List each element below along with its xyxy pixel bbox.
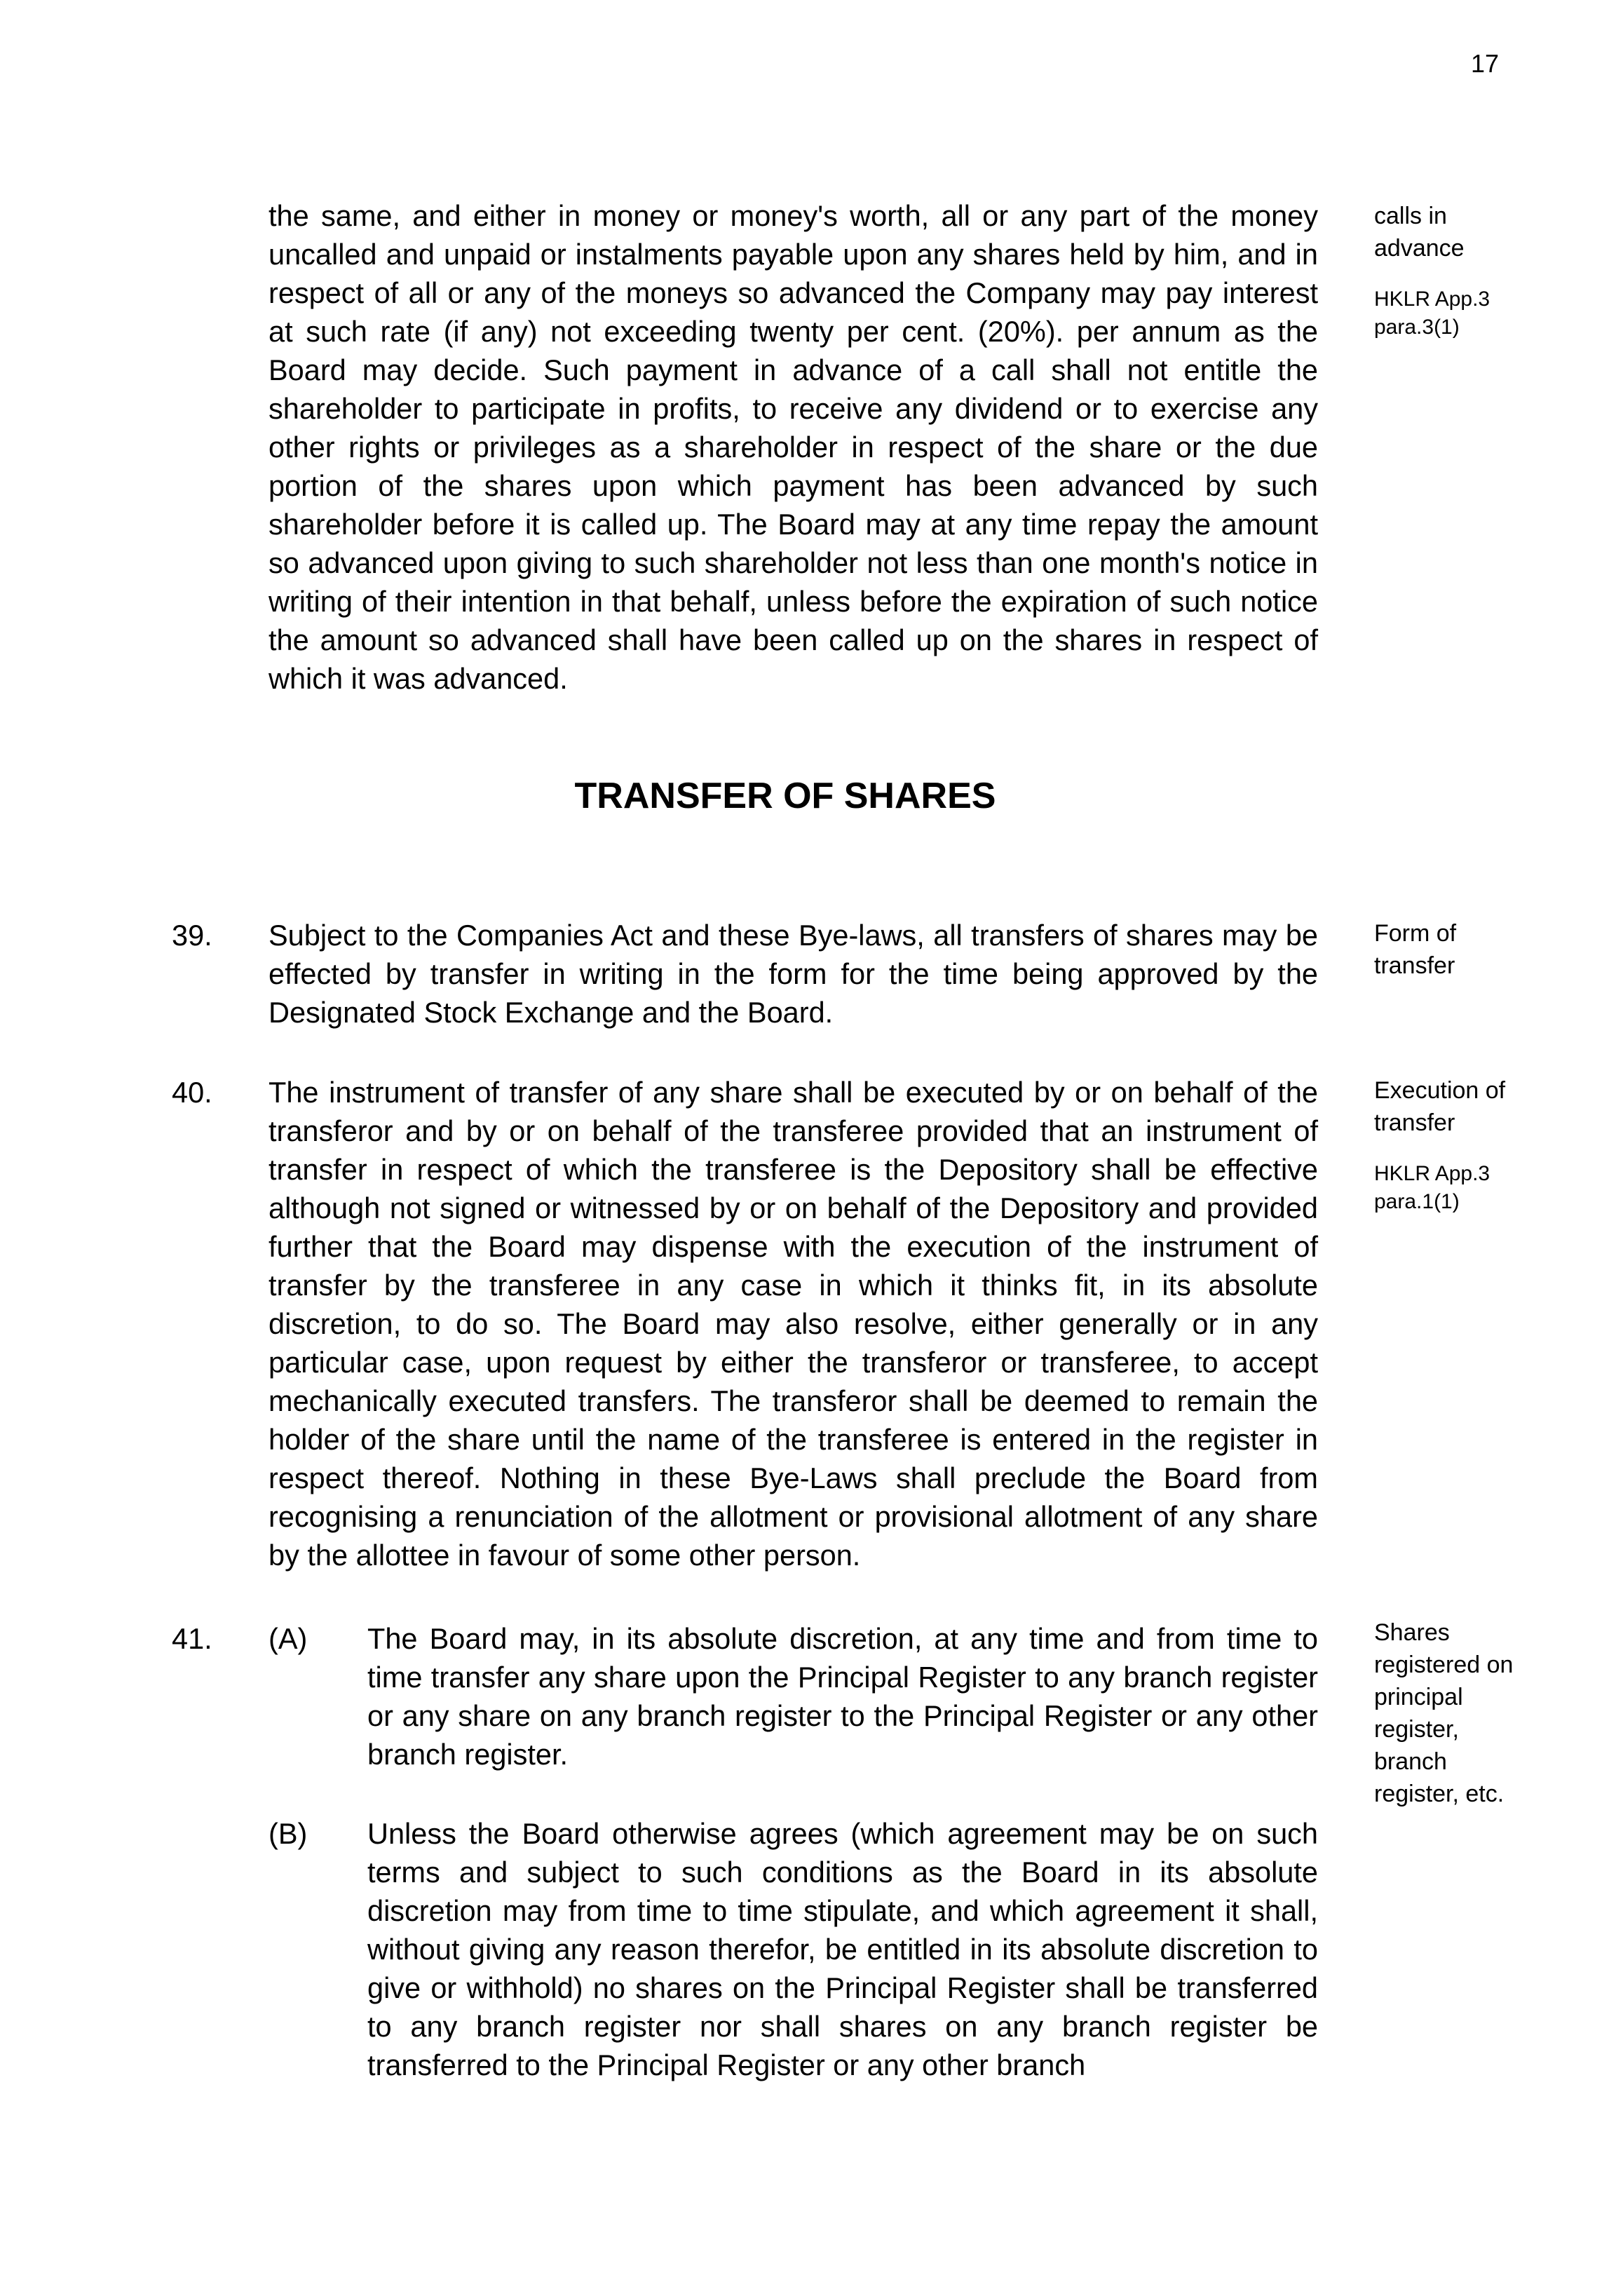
paragraph-41-margin-note	[1374, 1616, 1514, 1810]
paragraph-41-sub-a-text: The Board may, in its absolute discretion, at any time and from time to time transfer any share upon the Principal Register to any branch register or any share on any branch register to the Principal Register or any other branch register.	[367, 1622, 1318, 1771]
section-heading: TRANSFER OF SHARES	[574, 776, 996, 816]
intro-margin-ref: HKLR App.3 para.3(1)	[1374, 288, 1490, 339]
page-number: 17	[1471, 49, 1500, 78]
intro-margin-note	[1374, 200, 1535, 342]
paragraph-41-sub-a-label: (A)	[269, 1622, 308, 1655]
paragraph-39-margin-title: Form of transfer	[1374, 920, 1457, 979]
paragraph-41-sub-b-label: (B)	[269, 1817, 308, 1850]
intro-paragraph: the same, and either in money or money's worth, all or any part of the money uncalled and unpaid or instalments payable upon any shares held by him, and in respect of all or any of the moneys so advanced the Company may pay interest at such rate (if any) not exceeding twenty per cent. (20%). per annum as the Board may decide. Such payment in advance of a call shall not entitle the shareholder to participate in profits, to receive any dividend or to exercise any other rights or privileges as a shareholder in respect of the share or the due portion of the shares upon which payment has been advanced by such shareholder before it is called up. The Board may at any time repay the amount so advanced upon giving to such shareholder not less than one month's notice in writing of their intention in that behalf, unless before the expiration of such notice the amount so advanced shall have been called up on the shares in respect of which it was advanced.	[269, 199, 1318, 695]
paragraph-40-margin-title: Execution of transfer	[1374, 1077, 1506, 1136]
intro-margin-title: calls in advance	[1374, 203, 1465, 262]
paragraph-41-margin-title: Shares registered on principal register, branch register, etc.	[1374, 1619, 1514, 1807]
paragraph-40-margin-note	[1374, 1074, 1535, 1216]
paragraph-39-margin-note	[1374, 917, 1535, 982]
paragraph-40-number: 40.	[172, 1076, 212, 1109]
paragraph-41-sub-b-text: Unless the Board otherwise agrees (which agreement may be on such terms and subject to such conditions as the Board in its absolute discretion may from time to time stipulate, and which agreement it shall, without giving any reason therefor, be entitled in its absolute discretion to give or withhold) no shares on the Principal Register shall be transferred to any branch register nor shall shares on any branch register be transferred to the Principal Register or any other branch	[367, 1817, 1318, 2081]
paragraph-41-number: 41.	[172, 1622, 212, 1655]
paragraph-40-text: The instrument of transfer of any share shall be executed by or on behalf of the transferor and by or on behalf of the transferee provided that an instrument of transfer in respect of which the transferee is the Depository shall be effective although not signed or witnessed by or on behalf of the Depository and provided further that the Board may dispense with the execution of the instrument of transfer by the transferee in any case in which it thinks fit, in its absolute discretion, to do so. The Board may also resolve, either generally or in any particular case, upon request by either the transferor or transferee, to accept mechanically executed transfers. The transferor shall be deemed to remain the holder of the share until the name of the transferee is entered in the register in respect thereof. Nothing in these Bye-Laws shall preclude the Board from recognising a renunciation of the allotment or provisional allotment of any share by the allottee in favour of some other person.	[269, 1076, 1318, 1572]
paragraph-40-margin-ref: HKLR App.3 para.1(1)	[1374, 1162, 1490, 1213]
paragraph-39-number: 39.	[172, 919, 212, 952]
paragraph-39-text: Subject to the Companies Act and these Bye-laws, all transfers of shares may be effected by transfer in writing in the form for the time being approved by the Designated Stock Exchange and the Board.	[269, 919, 1318, 1029]
